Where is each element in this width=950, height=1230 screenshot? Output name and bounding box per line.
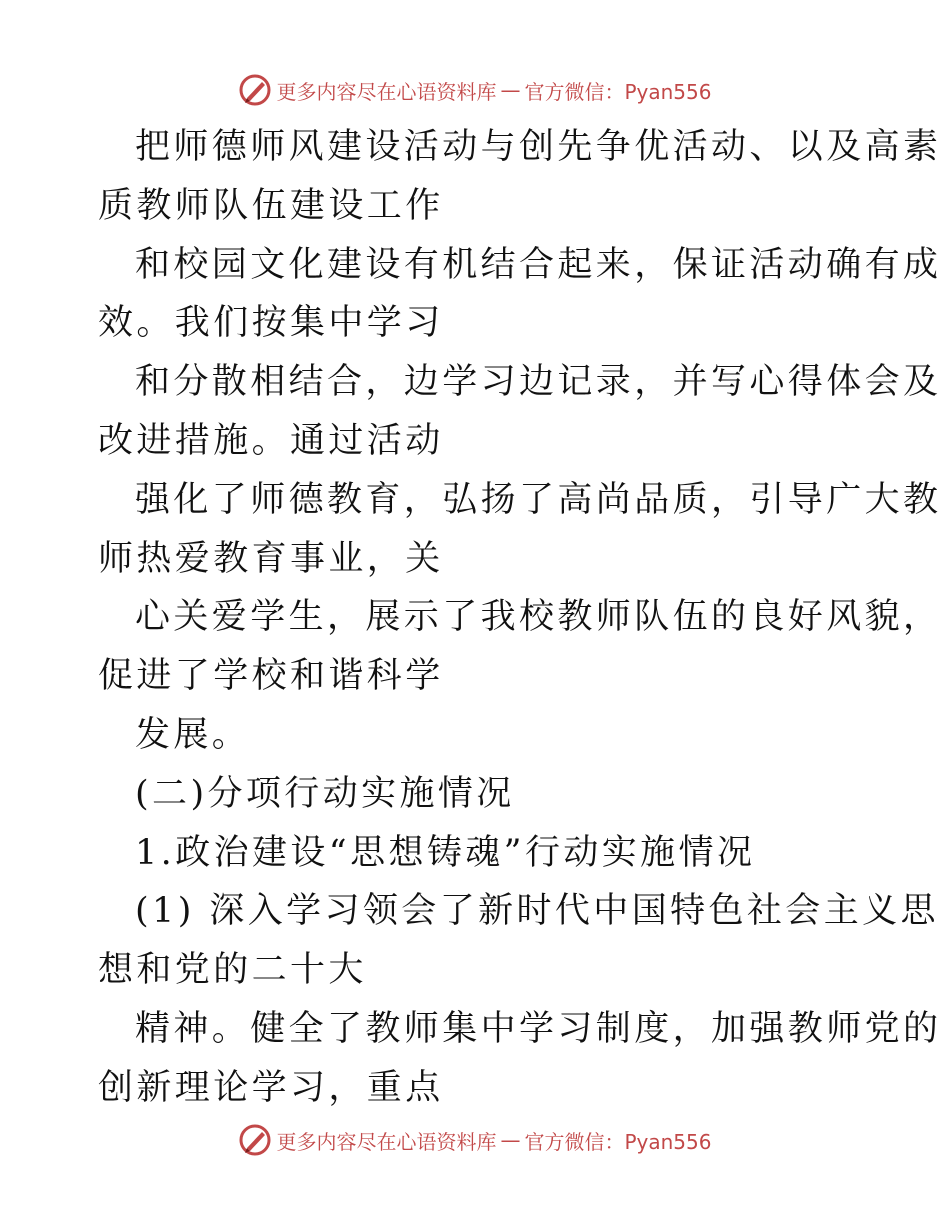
footer-banner [0, 1120, 950, 1160]
text-line: (1) 深入学习领会了新时代中国特色社会主义思 [135, 891, 939, 932]
section-heading: (二)分项行动实施情况 [135, 773, 515, 814]
text-line: 改进措施。通过活动 [98, 420, 444, 461]
banner-account: 官方微信：Pyan556 [524, 1129, 712, 1154]
pen-logo-icon [238, 1123, 272, 1157]
banner-text: 更多内容尽在心语资料库 [276, 1129, 497, 1154]
text-line: 想和党的二十大 [98, 950, 367, 991]
header-banner [0, 70, 950, 110]
text-line: 和校园文化建设有机结合起来，保证活动确有成 [135, 244, 942, 285]
pen-logo-icon [238, 73, 272, 107]
text-line: 精神。健全了教师集中学习制度，加强教师党的 [135, 1008, 942, 1049]
text-line: 创新理论学习，重点 [98, 1067, 444, 1108]
text-line: 效。我们按集中学习 [98, 303, 444, 344]
text-line: 心关爱学生，展示了我校教师队伍的良好风貌， [135, 597, 942, 638]
text-line: 强化了师德教育，弘扬了高尚品质，引导广大教 [135, 479, 942, 520]
text-line: 质教师队伍建设工作 [98, 185, 444, 226]
text-line: 把师德师风建设活动与创先争优活动、以及高素 [135, 127, 942, 167]
text-line: 促进了学校和谐科学 [98, 656, 444, 697]
banner-separator: — [500, 1128, 521, 1152]
banner-separator: — [500, 78, 521, 102]
text-line: 和分散相结合，边学习边记录，并写心得体会及 [135, 362, 942, 403]
subsection-heading: 1.政治建设“思想铸魂”行动实施情况 [135, 832, 756, 873]
document-body [98, 118, 942, 1118]
text-line: 师热爱教育事业，关 [98, 538, 444, 579]
text-line: 发展。 [135, 714, 251, 755]
banner-account: 官方微信：Pyan556 [524, 79, 712, 104]
banner-text: 更多内容尽在心语资料库 [276, 79, 497, 104]
